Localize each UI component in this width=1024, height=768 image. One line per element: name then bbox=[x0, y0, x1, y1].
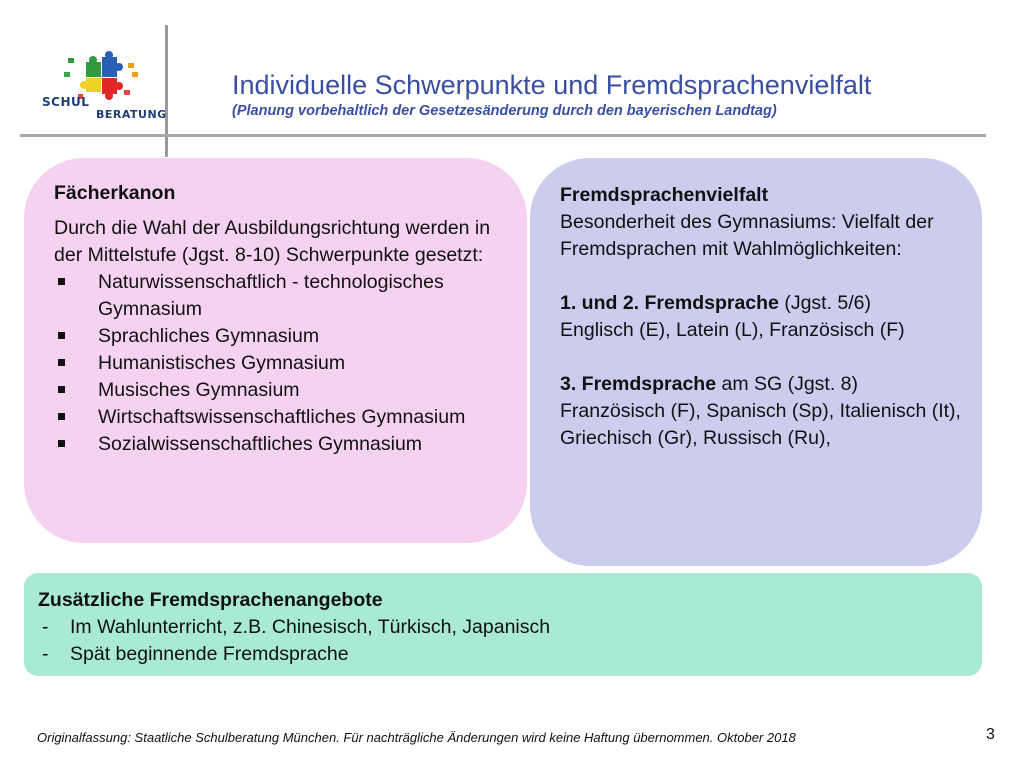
list-item-text: Sozialwissenschaftliches Gymnasium bbox=[98, 433, 423, 455]
page-number: 3 bbox=[986, 726, 995, 743]
list-item-text: Im Wahlunterricht, z.B. Chinesisch, Türkisch, Japanisch bbox=[70, 616, 551, 638]
square-bullet-icon bbox=[58, 278, 65, 285]
faecherkanon-intro: Durch die Wahl der Ausbildungsrichtung werden in der Mittelstufe (Jgst. 8-10) Schwerpunkte gesetzt: bbox=[54, 217, 491, 266]
footer-disclaimer: Originalfassung: Staatliche Schulberatung München. Für nachträgliche Änderungen wird keine Haftung übernommen. Oktober 2018 bbox=[37, 730, 796, 745]
header-vertical-divider bbox=[165, 25, 168, 157]
first-second-language-line bbox=[560, 290, 972, 317]
first-second-language-label: 1. und 2. Fremdsprache bbox=[560, 292, 779, 314]
square-bullet-icon bbox=[58, 332, 65, 339]
logo-text-beratung: BERATUNG bbox=[96, 108, 167, 121]
spacer bbox=[560, 263, 972, 290]
third-language-label: 3. Fremdsprache bbox=[560, 373, 717, 395]
list-item bbox=[54, 404, 517, 431]
zusaetzlich-list bbox=[38, 614, 972, 668]
square-bullet-icon bbox=[58, 440, 65, 447]
list-item-text: Naturwissenschaftlich - technologisches Gymnasium bbox=[98, 271, 444, 320]
list-item bbox=[54, 350, 517, 377]
fremdsprachen-heading: Fremdsprachenvielfalt bbox=[560, 184, 769, 206]
schwerpunkte-list bbox=[54, 269, 517, 458]
faecherkanon-heading: Fächerkanon bbox=[54, 182, 176, 204]
list-item bbox=[38, 614, 972, 641]
square-bullet-icon bbox=[58, 359, 65, 366]
logo-text-schul: SCHUL bbox=[42, 95, 90, 109]
list-item-text: Musisches Gymnasium bbox=[98, 379, 300, 401]
dash-bullet-icon: - bbox=[42, 616, 49, 638]
list-item bbox=[54, 269, 517, 323]
dash-bullet-icon: - bbox=[42, 643, 49, 665]
first-second-language-grade: (Jgst. 5/6) bbox=[778, 292, 872, 314]
square-bullet-icon bbox=[58, 386, 65, 393]
list-item-text: Sprachliches Gymnasium bbox=[98, 325, 320, 347]
fremdsprachen-intro: Besonderheit des Gymnasiums: Vielfalt der Fremdsprachen mit Wahlmöglichkeiten: bbox=[560, 211, 934, 260]
square-bullet-icon bbox=[58, 413, 65, 420]
schulberatung-logo bbox=[38, 50, 167, 125]
spacer bbox=[560, 344, 972, 371]
zusaetzlich-heading: Zusätzliche Fremdsprachenangebote bbox=[38, 589, 383, 611]
page-title: Individuelle Schwerpunkte und Fremdsprachenvielfalt bbox=[232, 70, 872, 100]
third-language-grade: am SG (Jgst. 8) bbox=[716, 373, 859, 395]
list-item bbox=[38, 641, 972, 668]
first-second-language-options: Englisch (E), Latein (L), Französisch (F) bbox=[560, 319, 905, 341]
faecherkanon-box bbox=[24, 158, 527, 543]
fremdsprachen-box bbox=[530, 158, 982, 566]
list-item bbox=[54, 377, 517, 404]
third-language-options: Französisch (F), Spanisch (Sp), Italienisch (It), Griechisch (Gr), Russisch (Ru), bbox=[560, 400, 961, 449]
list-item-text: Wirtschaftswissenschaftliches Gymnasium bbox=[98, 406, 466, 428]
list-item bbox=[54, 431, 517, 458]
page-subtitle: (Planung vorbehaltlich der Gesetzesänderung durch den bayerischen Landtag) bbox=[232, 103, 777, 119]
list-item bbox=[54, 323, 517, 350]
list-item-text: Spät beginnende Fremdsprache bbox=[70, 643, 349, 665]
list-item-text: Humanistisches Gymnasium bbox=[98, 352, 346, 374]
third-language-line bbox=[560, 371, 972, 398]
zusaetzlich-box bbox=[24, 573, 982, 676]
header-horizontal-divider bbox=[20, 134, 986, 137]
